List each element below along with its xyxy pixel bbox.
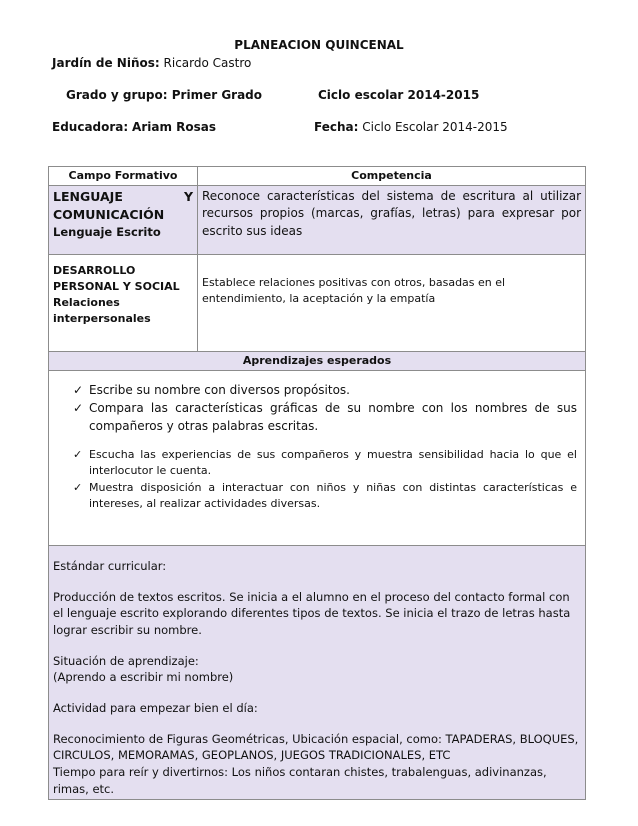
grado-label: Grado y grupo: <box>66 88 168 102</box>
campo-lenguaje-y: Y <box>183 188 193 204</box>
situacion-label: Situación de aprendizaje: <box>53 653 199 668</box>
campo-desarrollo-aspecto-1: Relaciones <box>53 295 120 309</box>
campo-lenguaje-title: LENGUAJE <box>53 188 123 204</box>
campo-desarrollo-title: DESARROLLO <box>53 263 136 277</box>
estandar-row <box>49 545 586 799</box>
competencia-header: Competencia <box>198 167 586 186</box>
check-icon: ✓ <box>73 400 84 415</box>
aprendizaje-text: Compara las características gráficas de su nombre con los nombres de sus compañeros y otras palabras escritas. <box>89 400 577 433</box>
table-header-row <box>49 167 586 186</box>
educadora-line <box>52 120 216 134</box>
competencia-desarrollo: Establece relaciones positivas con otros, basadas en el entendimiento, la aceptación y la empatía <box>198 254 586 351</box>
estandar-label: Estándar curricular: <box>53 558 167 573</box>
aprendizaje-text: Escribe su nombre con diversos propósitos. <box>89 382 350 397</box>
ciclo-value: 2014-2015 <box>407 88 480 102</box>
aprendizajes-row <box>49 370 586 545</box>
fecha-line <box>314 120 508 134</box>
actividad-text-1: Reconocimiento de Figuras Geométricas, Ubicación espacial, como: TAPADERAS, BLOQUES, CIRCULOS, MEMORAMAS, GEOPLANOS, JUEGOS TRADICIONALES, ETC <box>53 731 579 763</box>
jardin-label: Jardín de Niños: <box>52 56 160 70</box>
actividad-text-2: Tiempo para reír y divertirnos: Los niños contaran chistes, trabalenguas, adivinanzas, rimas, etc. <box>53 764 547 796</box>
planning-table <box>48 166 586 800</box>
check-icon: ✓ <box>73 447 83 461</box>
aprendizajes-list <box>53 381 581 513</box>
campo-desarrollo-aspecto-2: interpersonales <box>53 311 151 325</box>
aprendizaje-text: Muestra disposición a interactuar con niños y niñas con distintas características e intereses, al realizar actividades diversas. <box>89 480 577 511</box>
campo-desarrollo-subtitle: PERSONAL Y SOCIAL <box>53 279 180 293</box>
campo-desarrollo <box>49 254 198 351</box>
fecha-value: Ciclo Escolar 2014-2015 <box>362 120 508 134</box>
list-item <box>73 480 577 513</box>
list-spacer <box>73 435 577 447</box>
estandar-text: Producción de textos escritos. Se inicia a el alumno en el proceso del contacto formal con el lenguaje escrito explorando diferentes tipos de textos. Se inicia el trazo de letras hasta lograr escribir su nombre. <box>53 589 571 637</box>
educadora-label: Educadora: <box>52 120 129 134</box>
list-item <box>73 447 577 480</box>
aprendizajes-header: Aprendizajes esperados <box>49 351 586 370</box>
check-icon: ✓ <box>73 480 83 494</box>
campo-lenguaje <box>49 185 198 254</box>
educadora-value: Ariam Rosas <box>132 120 216 134</box>
campo-lenguaje-aspecto: Lenguaje Escrito <box>53 225 161 240</box>
grado-value: Primer Grado <box>171 88 263 102</box>
campo-lenguaje-subtitle: COMUNICACIÓN <box>53 207 165 223</box>
list-item <box>73 399 577 435</box>
situacion-value: (Aprendo a escribir mi nombre) <box>53 670 234 685</box>
competencia-lenguaje: Reconoce características del sistema de escritura al utilizar recursos propios (marcas, grafías, letras) para expresar por escrito sus ideas <box>198 185 586 254</box>
jardin-line <box>52 56 251 70</box>
table-row <box>49 185 586 254</box>
aprendizaje-text: Escucha las experiencias de sus compañeros y muestra sensibilidad hacia lo que el interlocutor le cuenta. <box>89 447 577 478</box>
table-row <box>49 254 586 351</box>
ciclo-line <box>318 88 479 102</box>
grado-line <box>66 88 262 102</box>
estandar-cell <box>49 545 586 799</box>
jardin-value: Ricardo Castro <box>163 56 252 70</box>
page-title: PLANEACION QUINCENAL <box>234 38 404 52</box>
list-item <box>73 381 577 399</box>
ciclo-label: Ciclo escolar <box>318 88 404 102</box>
campo-formativo-header: Campo Formativo <box>49 167 198 186</box>
aprendizajes-cell <box>49 370 586 545</box>
check-icon: ✓ <box>73 382 84 397</box>
actividad-label: Actividad para empezar bien el día: <box>53 700 258 715</box>
fecha-label: Fecha: <box>314 120 359 134</box>
aprendizajes-header-row <box>49 351 586 370</box>
